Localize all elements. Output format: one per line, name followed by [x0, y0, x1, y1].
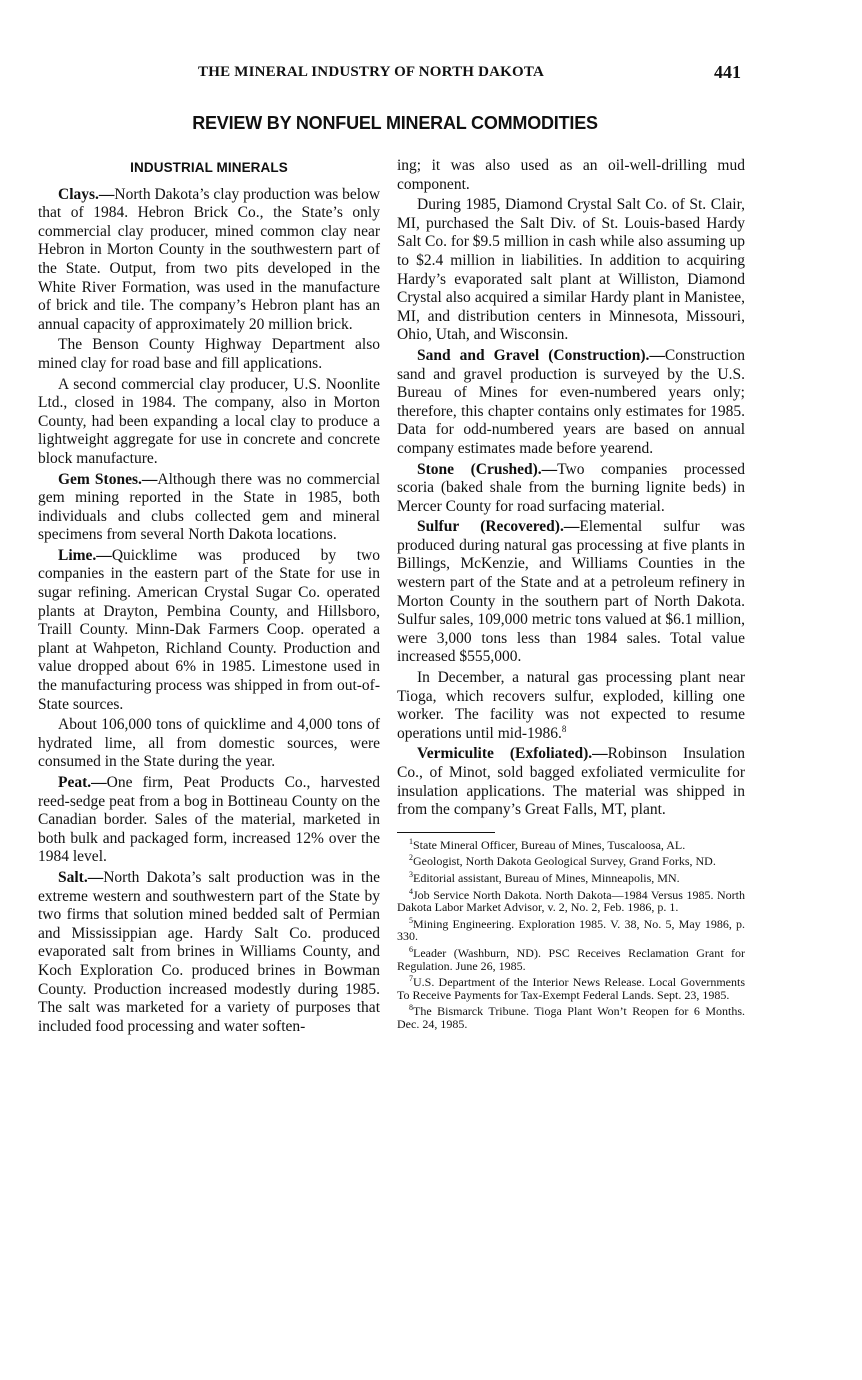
- paragraph-text: ing; it was also used as an oil-well-drilling mud component.: [397, 157, 745, 193]
- section-title: REVIEW BY NONFUEL MINERAL COMMODITIES: [192, 113, 598, 133]
- paragraph-lead: Sulfur (Recovered).—: [417, 518, 580, 536]
- paragraph-text: Construction sand and gravel production is surveyed by the U.S. Bureau of Mines for even-numbered years only; therefore, this chapter contains only estimates for 1985. Data for odd-numbered years are based on annual company estimates made before yearend.: [397, 346, 745, 457]
- paragraph-text: One firm, Peat Products Co., harvested reed-sedge peat from a bog in Bottineau County on the Canadian border. Sales of the material, marketed in both bulk and packaged form, increased 12% over the 1984 level.: [38, 774, 380, 866]
- footnote-text: Geologist, North Dakota Geological Survey, Grand Forks, ND.: [413, 854, 716, 869]
- paragraph-stone-crushed: [397, 461, 745, 517]
- footnote-text: The Bismarck Tribune. Tioga Plant Won’t Reopen for 6 Months. Dec. 24, 1985.: [397, 1004, 745, 1031]
- footnote-number: 1: [409, 836, 413, 846]
- footnote-number: 7: [409, 974, 413, 984]
- footnote: [397, 1005, 745, 1030]
- right-column: [397, 157, 745, 1035]
- footnote: [397, 886, 745, 915]
- footnote: [397, 976, 745, 1001]
- paragraph-lead: Vermiculite (Exfoliated).—: [417, 745, 608, 763]
- paragraph-text: During 1985, Diamond Crystal Salt Co. of St. Clair, MI, purchased the Salt Div. of St. Louis-based Hardy Salt Co. for $9.5 million in cash while also assuming up to $2.4 million in liabilities. In addition to acquiring Hardy’s evaporated salt plant at Williston, Diamond Crystal also acquired a similar Hardy plant in Manistee, MI, and distribution centers in Minnesota, Missouri, Ohio, Utah, and Wisconsin.: [397, 196, 745, 344]
- paragraph-lead: Salt.—: [58, 868, 104, 886]
- paragraph-text: About 106,000 tons of quicklime and 4,000 tons of hydrated lime, all from domestic sources, were consumed in the State during the year.: [38, 716, 380, 771]
- paragraph-text: Two companies processed scoria (baked shale from the burning lignite beds) in Mercer County for road surfacing material.: [397, 460, 745, 515]
- paragraph-gem-stones: [38, 471, 380, 545]
- footnote-number: 2: [409, 853, 413, 863]
- paragraph-lime: [38, 547, 380, 714]
- subsection-title: INDUSTRIAL MINERALS: [130, 160, 288, 175]
- page-number: 441: [714, 62, 741, 82]
- paragraph: [397, 669, 745, 743]
- paragraph-text: Elemental sulfur was produced during natural gas processing at five plants in Billings, McKenzie, and Williams Counties in the western part of the State and at a petroleum refinery in Morton County in the southern part of North Dakota. Sulfur sales, 109,000 metric tons valued at $6.1 million, were 3,000 tons less than 1984 sales. Total value increased $555,000.: [397, 518, 745, 666]
- paragraph-lead: Peat.—: [58, 774, 107, 791]
- paragraph-text: In December, a natural gas processing plant near Tioga, which recovers sulfur, exploded, killing one worker. The facility was not expected to resume operations until mid-1986.: [397, 669, 745, 742]
- footnote-text: Editorial assistant, Bureau of Mines, Minneapolis, MN.: [413, 870, 680, 885]
- paragraph-continued: [397, 157, 745, 194]
- paragraph-lead: Sand and Gravel (Construction).—: [417, 346, 665, 364]
- footnote: [397, 836, 745, 852]
- footnotes: [397, 836, 745, 1031]
- footnote-text: Leader (Washburn, ND). PSC Receives Reclamation Grant for Regulation. June 26, 1985.: [397, 945, 745, 973]
- footnote-text: U.S. Department of the Interior News Release. Local Governments To Receive Payments for Tax-Exempt Federal Lands. Sept. 23, 1985.: [397, 975, 745, 1002]
- footnote-divider: [397, 832, 495, 833]
- footnote-number: 3: [409, 869, 413, 879]
- paragraph: [38, 716, 380, 772]
- paragraph-text: Although there was no commercial gem mining reported in the State in 1985, both individuals and clubs collected gem and mineral specimens from several North Dakota locations.: [38, 470, 380, 544]
- footnote-text: Job Service North Dakota. North Dakota—1984 Versus 1985. North Dakota Labor Market Advisor, v. 2, No. 2, Feb. 1986, p. 1.: [397, 887, 745, 915]
- paragraph: [38, 376, 380, 469]
- paragraph-text: A second commercial clay producer, U.S. Noonlite Ltd., closed in 1984. The company, also in Morton County, had been expanding a local clay to produce a lightweight aggregate for use in concrete and concrete block manufacture.: [38, 375, 380, 467]
- footnote: [397, 869, 745, 885]
- paragraph: [397, 196, 745, 345]
- paragraph-lead: Gem Stones.—: [58, 470, 158, 488]
- running-title: THE MINERAL INDUSTRY OF NORTH DAKOTA: [198, 64, 545, 80]
- paragraph-lead: Stone (Crushed).—: [417, 460, 558, 478]
- footnote: [397, 855, 745, 868]
- paragraph-text: Quicklime was produced by two companies in the eastern part of the State for use in sugar refining. American Crystal Sugar Co. operated plants at Drayton, Pembina County, and Hillsboro, Traill County. Minn-Dak Farmers Coop. operated a plant at Wahpeton, Richland County. Production and value dropped about 6% in 1985. Limestone used in the manufacturing process was shipped in from out-of-State sources.: [38, 546, 380, 713]
- footnote: [397, 915, 745, 944]
- footnote-number: 5: [409, 915, 413, 925]
- footnote-text: State Mineral Officer, Bureau of Mines, Tuscaloosa, AL.: [413, 837, 686, 852]
- footnote-number: 8: [409, 1003, 413, 1013]
- paragraph-clays: [38, 186, 380, 335]
- left-column: [38, 157, 380, 1038]
- paragraph-text: The Benson County Highway Department also mined clay for road base and fill applications.: [38, 336, 380, 372]
- paragraph-text: North Dakota’s salt production was in the extreme western and southwestern part of the State by two firms that solution mined bedded salt of Permian and Mississippian age. Hardy Salt Co. produced evaporated salt from brines in Williams County, and Koch Exploration Co. produced brines in Bowman County. Production increased modestly during 1985. The salt was marketed for a variety of purposes that included food processing and water soften-: [38, 868, 380, 1035]
- paragraph-sand-and-gravel: [397, 347, 745, 459]
- paragraph-lead: Clays.—: [58, 185, 115, 203]
- paragraph-sulfur: [397, 518, 745, 667]
- paragraph-vermiculite: [397, 745, 745, 819]
- footnote-number: 4: [409, 886, 413, 896]
- footnote: [397, 944, 745, 973]
- paragraph-text: North Dakota’s clay production was below that of 1984. Hebron Brick Co., the State’s only commercial clay producer, mined common clay near Hebron in Morton County in the southwestern part of the State. Output, from two pits developed in the White River Formation, was used in the manufacture of brick and tile. The company’s Hebron plant has an annual capacity of approximately 20 million brick.: [38, 185, 381, 333]
- footnote-reference: 8: [561, 723, 567, 734]
- paragraph: [38, 336, 380, 373]
- paragraph-salt: [38, 869, 380, 1036]
- paragraph-text: Robinson Insulation Co., of Minot, sold bagged exfoliated vermiculite for insulation applications. The material was shipped in from the company’s Great Falls, MT, plant.: [397, 745, 746, 819]
- paragraph-peat: [38, 774, 380, 867]
- paragraph-lead: Lime.—: [58, 546, 112, 564]
- footnote-number: 6: [409, 944, 413, 954]
- footnote-text: Mining Engineering. Exploration 1985. V. 38, No. 5, May 1986, p. 330.: [397, 916, 745, 944]
